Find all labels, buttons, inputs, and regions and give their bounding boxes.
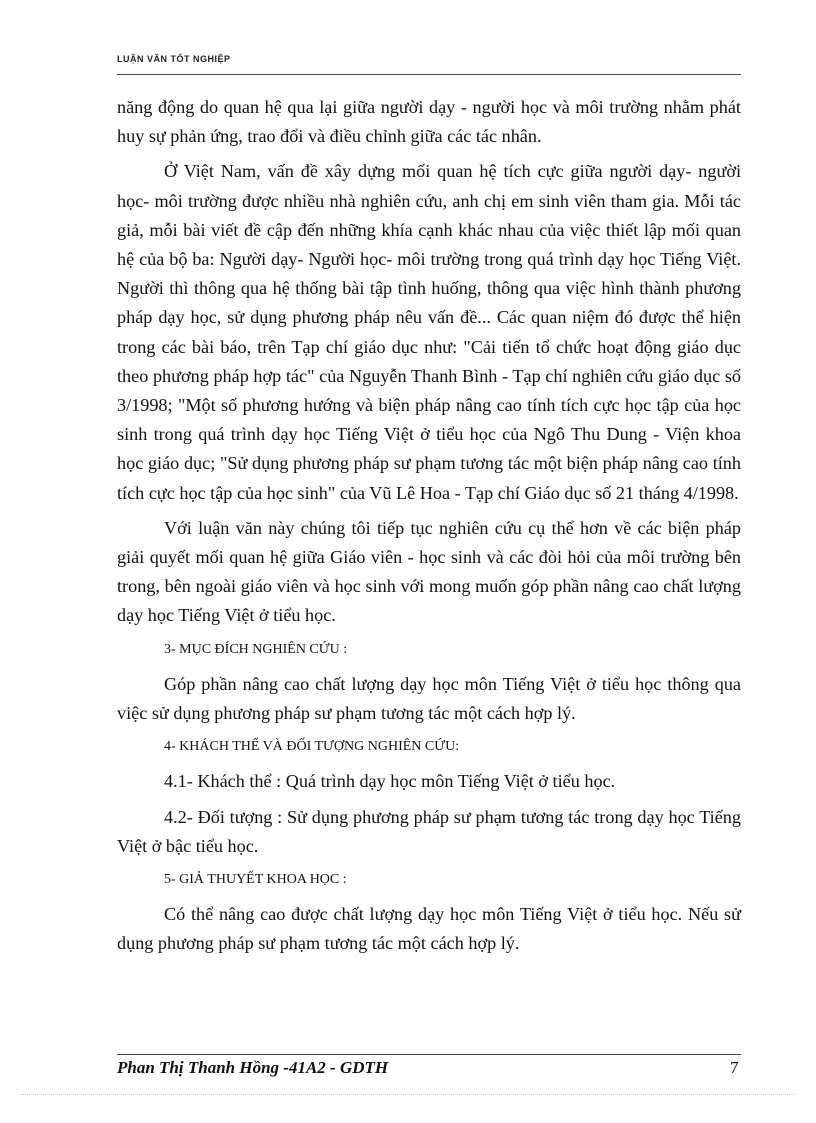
header-rule [117,74,741,75]
paragraph-purpose: Góp phần nâng cao chất lượng dạy học môn Tiếng Việt ở tiểu học thông qua việc sử dụng phương pháp sư phạm tương tác một cách hợp lý. [117,673,741,724]
paragraph-continuation: năng động do quan hệ qua lại giữa người dạy - người học và môi trường nhằm phát huy sự phản ứng, trao đổi và điều chỉnh giữa các tác nhân. [117,97,741,147]
paragraph-thesis-scope: Với luận văn này chúng tôi tiếp tục nghiên cứu cụ thể hơn về các biện pháp giải quyết mối quan hệ giữa Giáo viên - học sinh và các đòi hỏi của môi trường bên trong, bên ngoài giáo viên và học sinh với mong muốn góp phần nâng cao chất lượng dạy học Tiếng Việt ở tiểu học. [117,517,741,626]
footer-author: Phan Thị Thanh Hồng -41A2 - GDTH [117,1058,389,1077]
section-heading-subject: 4- KHÁCH THỂ VÀ ĐỐI TƯỢNG NGHIÊN CỨU: [164,739,460,755]
paragraph-subject-4-1: 4.1- Khách thể : Quá trình dạy học môn Tiếng Việt ở tiểu học. [164,771,616,792]
paragraph-object-4-2: 4.2- Đối tượng : Sử dụng phương pháp sư phạm tương tác trong dạy học Tiếng Việt ở bậc tiểu học. [117,806,741,856]
bottom-dotted-divider [20,1094,796,1095]
footer-rule [117,1054,741,1055]
page-header-title: LUẬN VĂN TỐT NGHIỆP [117,54,231,64]
page-number: 7 [730,1058,739,1077]
document-body [117,93,741,959]
paragraph-hypothesis: Có thể nâng cao được chất lượng dạy học môn Tiếng Việt ở tiểu học. Nếu sử dụng phương pháp sư phạm tương tác một cách hợp lý. [117,904,741,954]
section-heading-hypothesis: 5- GIẢ THUYẾT KHOA HỌC : [164,872,347,888]
paragraph-prior-research: Ở Việt Nam, vấn đề xây dựng mối quan hệ tích cực giữa người dạy- người học- môi trường được nhiều nhà nghiên cứu, anh chị em sinh viên tham gia. Mỗi tác giả, mỗi bài viết đề cập đến những khía cạnh khác nhau của việc thiết lập mối quan hệ của bộ ba: Người dạy- Người học- môi trường trong quá trình dạy học Tiếng Việt. Người thì thông qua hệ thống bài tập tình huống, thông qua việc hình thành phương pháp dạy học, sử dụng phương pháp nêu vấn đề... Các quan niệm đó được thể hiện trong các bài báo, trên Tạp chí giáo dục như: "Cải tiến tổ chức hoạt động giáo dục theo phương pháp hợp tác" của Nguyễn Thanh Bình - Tạp chí nghiên cứu giáo dục số 3/1998; "Một số phương hướng và biện pháp nâng cao tính tích cực học tập của học sinh trong quá trình dạy học Tiếng Việt ở tiểu học của Ngô Thu Dung - Viện khoa học giáo dục; "Sử dụng phương pháp sư phạm tương tác một biện pháp nâng cao tính tích cực học tập của học sinh" của Vũ Lê Hoa - Tạp chí Giáo dục số 21 tháng 4/1998. [117,161,741,503]
section-heading-purpose: 3- MỤC ĐÍCH NGHIÊN CỨU : [164,641,348,657]
